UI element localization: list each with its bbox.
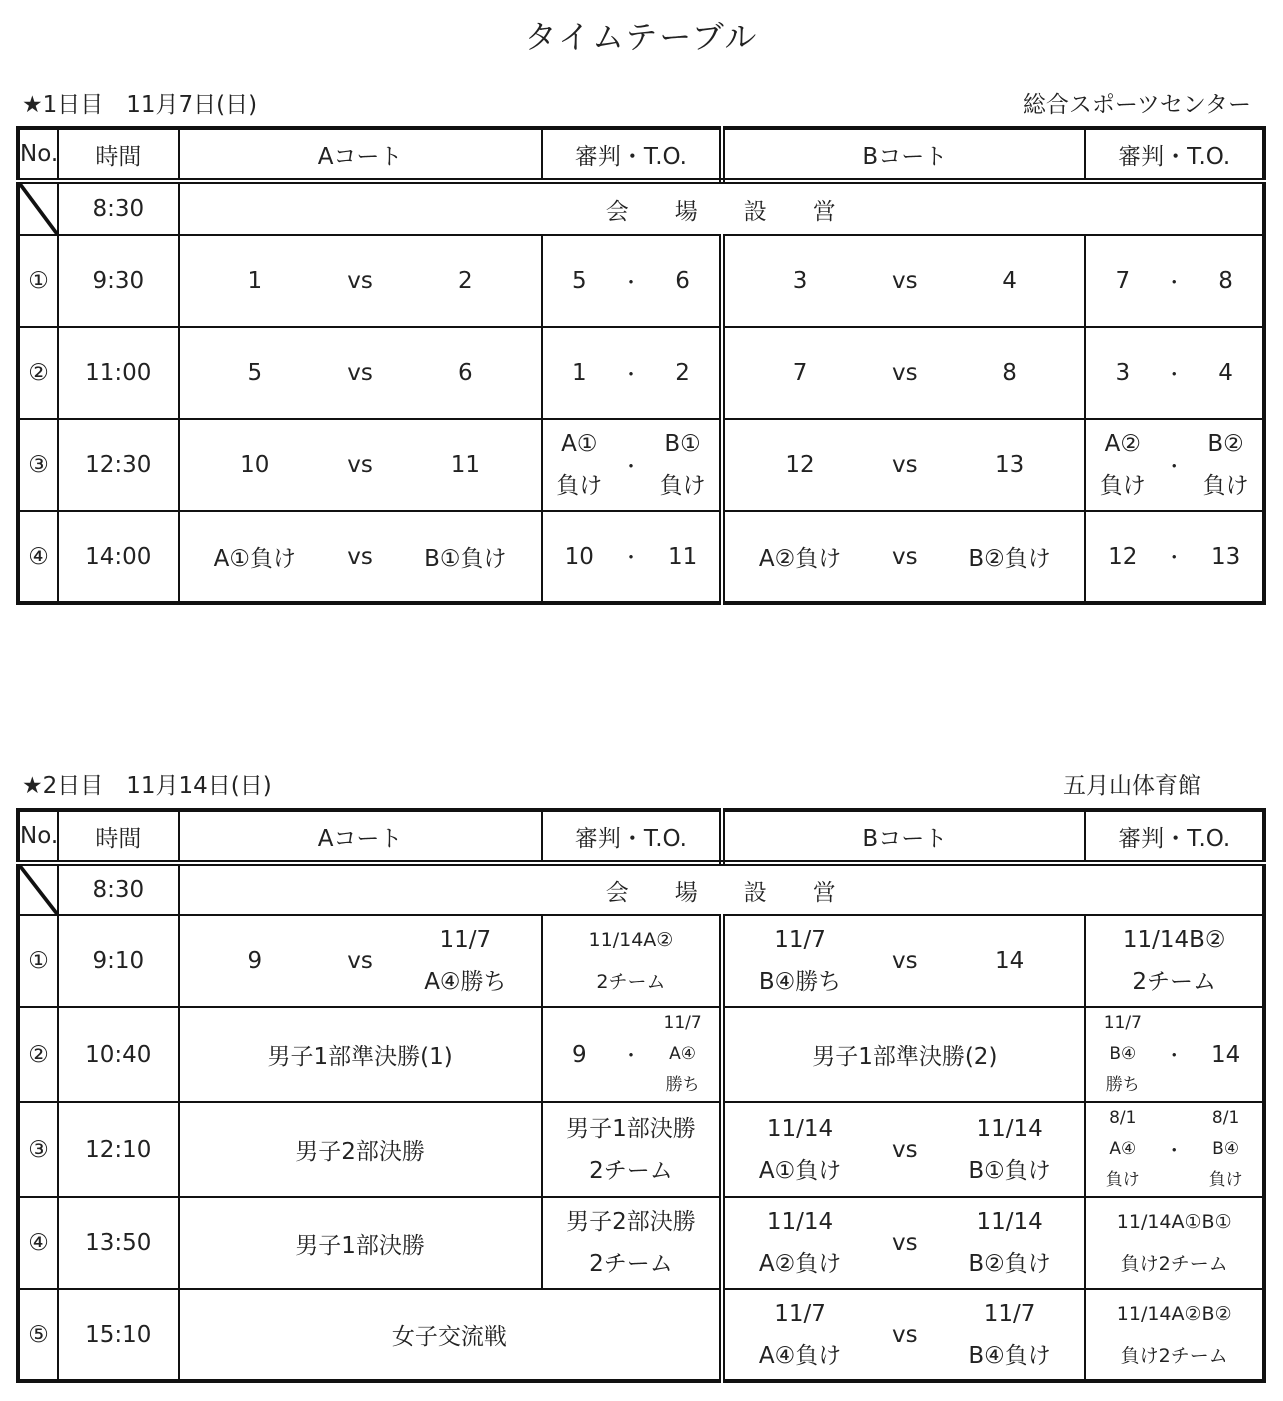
ref-a: [542, 1102, 723, 1197]
ref-2-line2: A④: [669, 1044, 697, 1064]
team-1: 3: [792, 268, 808, 294]
diagonal-cell: [18, 181, 58, 235]
ref-2-line3: 負け: [1208, 1170, 1243, 1190]
page-title: タイムテーブル: [524, 18, 759, 56]
vs-label: vs: [347, 268, 373, 294]
ref-line2: 負け2チーム: [1120, 1344, 1228, 1367]
team-2-line1: 11/14: [976, 1209, 1043, 1235]
ref-1: 12: [1108, 543, 1138, 570]
team-2-line2: A④勝ち: [424, 969, 507, 995]
header-ref-a: 審判・T.O.: [542, 810, 723, 863]
team-2: 14: [994, 948, 1025, 974]
vs-label: vs: [892, 452, 918, 478]
ref-1: 3: [1115, 360, 1131, 386]
header-row: [18, 128, 1264, 181]
setup-label: 会 場 設 営: [179, 863, 1265, 915]
ref-1: 10: [564, 543, 594, 570]
header-a-court: Aコート: [179, 128, 542, 181]
team-1-line2: A①負け: [758, 1157, 842, 1184]
ref-1-line1: A①: [561, 431, 598, 457]
header-time: 時間: [58, 128, 178, 181]
ref-2-line2: 負け: [659, 473, 706, 499]
vs-label: vs: [347, 948, 373, 974]
team-1: A①負け: [213, 546, 296, 572]
header-b-court: Bコート: [722, 810, 1085, 863]
ref-2-line2: 負け: [1202, 473, 1249, 499]
separator: ・: [1164, 1140, 1184, 1162]
team-2-line1: 11/7: [983, 1300, 1036, 1327]
header-ref-a: 審判・T.O.: [542, 128, 723, 181]
ref-1-line2: 負け: [1099, 473, 1146, 499]
team-1: 7: [792, 360, 808, 386]
ref-a: [542, 1197, 723, 1289]
table-row: [18, 1102, 1264, 1197]
separator: ・: [621, 547, 641, 569]
separator: ・: [1164, 455, 1184, 478]
team-2-line2: B①負け: [968, 1157, 1051, 1184]
header-no: No.: [18, 128, 58, 181]
ref-1-line1: A②: [1104, 431, 1141, 457]
ref-1-line1: 8/1: [1109, 1108, 1137, 1128]
b-court-match: [722, 419, 1085, 511]
ref-a: [542, 235, 723, 327]
ref-line1: 男子2部決勝: [566, 1209, 696, 1235]
header-a-court: Aコート: [179, 810, 542, 863]
ref-1-line3: 勝ち: [1105, 1075, 1140, 1095]
separator: ・: [1164, 547, 1184, 569]
ref-b: [1085, 1289, 1264, 1381]
team-1-line1: 11/7: [774, 927, 826, 953]
team-1-line1: 11/14: [766, 1115, 834, 1142]
separator: ・: [621, 363, 641, 386]
diagonal-cell: [18, 863, 58, 915]
b-court-match: [722, 1102, 1085, 1197]
team-2: 4: [1002, 268, 1017, 294]
setup-row: [18, 181, 1264, 235]
team-2-line2: B④負け: [968, 1342, 1051, 1369]
ref-2: 11: [667, 543, 698, 570]
row-time: 12:10: [58, 1102, 178, 1197]
setup-time: 8:30: [58, 181, 178, 235]
a-court-match: [179, 419, 542, 511]
vs-label: vs: [347, 452, 373, 478]
team-1-line1: 11/14: [766, 1209, 834, 1235]
ref-2-line2: B④: [1212, 1139, 1240, 1159]
team-2: 2: [458, 268, 473, 294]
ref-a: [542, 1007, 723, 1102]
vs-label: vs: [892, 1321, 918, 1348]
a-court-match: [179, 327, 542, 419]
team-1: 5: [247, 360, 263, 386]
row-number: ①: [18, 915, 58, 1007]
b-court-match: [722, 327, 1085, 419]
ref-1: 5: [571, 268, 587, 294]
vs-label: vs: [892, 268, 918, 294]
setup-label: 会 場 設 営: [179, 181, 1265, 235]
vs-label: vs: [892, 543, 918, 570]
table-row: [18, 915, 1264, 1007]
table-row: [18, 511, 1264, 603]
vs-label: vs: [892, 948, 918, 974]
header-no: No.: [18, 810, 58, 863]
ref-line1: 11/14A②: [588, 929, 674, 951]
ref-line1: 11/14A②B②: [1116, 1302, 1232, 1325]
separator: ・: [621, 455, 641, 478]
ref-b: [1085, 1007, 1264, 1102]
vs-label: vs: [892, 1136, 918, 1163]
vs-label: vs: [347, 543, 373, 570]
ref-line2: 2チーム: [589, 1157, 673, 1184]
header-b-court: Bコート: [722, 128, 1085, 181]
setup-row: [18, 863, 1264, 915]
row-number: ②: [18, 1007, 58, 1102]
ref-1-line2: A④: [1109, 1139, 1137, 1159]
a-court-match: 男子1部準決勝(1): [179, 1007, 542, 1102]
team-2-line2: B②負け: [968, 1251, 1051, 1277]
team-2: B②負け: [968, 546, 1051, 572]
ref-2: 14: [1210, 1041, 1241, 1068]
ref-2: 6: [675, 268, 690, 294]
ref-2-line1: B②: [1207, 431, 1244, 457]
separator: ・: [1164, 1045, 1184, 1067]
ref-1: 1: [571, 360, 587, 386]
row-number: ③: [18, 419, 58, 511]
a-court-match: [179, 235, 542, 327]
ref-b: [1085, 235, 1264, 327]
day1-venue: 総合スポーツセンター: [1022, 92, 1251, 118]
ref-line1: 男子1部決勝: [566, 1115, 696, 1142]
a-court-match: 男子1部決勝: [179, 1197, 542, 1289]
team-1: A②負け: [758, 546, 842, 572]
team-2-line1: 11/14: [976, 1115, 1043, 1142]
ref-b: [1085, 327, 1264, 419]
ref-b: [1085, 511, 1264, 603]
header-ref-b: 審判・T.O.: [1085, 810, 1264, 863]
ref-2-line1: 8/1: [1211, 1108, 1240, 1128]
header-row: [18, 810, 1264, 863]
ref-a: [542, 511, 723, 603]
row-number: ③: [18, 1102, 58, 1197]
b-court-match: [722, 511, 1085, 603]
a-court-match: [179, 511, 542, 603]
team-2: 11: [450, 452, 480, 478]
team-1-line2: B④勝ち: [758, 969, 842, 995]
ref-b: [1085, 915, 1264, 1007]
b-court-match: [722, 235, 1085, 327]
table-row: [18, 327, 1264, 419]
b-court-match: [722, 915, 1085, 1007]
team-1-line2: A④負け: [758, 1342, 842, 1369]
row-time: 15:10: [58, 1289, 178, 1381]
setup-time: 8:30: [58, 863, 178, 915]
a-court-match: 男子2部決勝: [179, 1102, 542, 1197]
ref-a: [542, 419, 723, 511]
header-ref-b: 審判・T.O.: [1085, 128, 1264, 181]
team-2: 6: [458, 360, 473, 386]
separator: ・: [1164, 271, 1184, 294]
ref-2-line1: B①: [664, 431, 701, 457]
ref-2-line1: 11/7: [663, 1013, 702, 1033]
team-1: 12: [785, 452, 815, 478]
separator: ・: [621, 271, 641, 294]
ref-line2: 2チーム: [1132, 969, 1217, 995]
table-row: [18, 1289, 1264, 1381]
team-1-line1: 11/7: [774, 1300, 826, 1327]
vs-label: vs: [892, 1230, 918, 1256]
row-time: 9:10: [58, 915, 178, 1007]
ref-line1: 11/14A①B①: [1116, 1211, 1232, 1233]
ref-1-line3: 負け: [1105, 1170, 1140, 1190]
ref-2: 2: [675, 360, 690, 386]
day1-timetable: [16, 126, 1266, 605]
separator: ・: [621, 1045, 641, 1067]
day2-heading: ★2日目 11月14日(日): [22, 773, 272, 799]
ref-2: 8: [1218, 268, 1233, 294]
ref-b: [1085, 1197, 1264, 1289]
team-1: 1: [247, 268, 263, 294]
row-number: ②: [18, 327, 58, 419]
a-court-match: [179, 915, 542, 1007]
vs-label: vs: [892, 360, 918, 386]
team-2-line1: 11/7: [439, 927, 492, 953]
ref-1-line2: B④: [1109, 1044, 1137, 1064]
ref-1: 7: [1115, 268, 1131, 294]
table-row: [18, 1007, 1264, 1102]
day1-heading: ★1日目 11月7日(日): [22, 92, 258, 118]
ref-line1: 11/14B②: [1122, 927, 1226, 953]
table-row: [18, 235, 1264, 327]
row-time: 10:40: [58, 1007, 178, 1102]
ref-2: 4: [1218, 360, 1233, 386]
separator: ・: [1164, 363, 1184, 386]
a-court-match: 女子交流戦: [179, 1289, 723, 1381]
row-time: 11:00: [58, 327, 178, 419]
ref-a: [542, 915, 723, 1007]
ref-1: 9: [571, 1041, 587, 1068]
row-time: 12:30: [58, 419, 178, 511]
team-1: 10: [240, 452, 270, 478]
row-number: ①: [18, 235, 58, 327]
ref-2-line3: 勝ち: [665, 1075, 700, 1095]
b-court-match: 男子1部準決勝(2): [722, 1007, 1085, 1102]
row-time: 13:50: [58, 1197, 178, 1289]
b-court-match: [722, 1289, 1085, 1381]
team-2: B①負け: [424, 546, 507, 572]
ref-b: [1085, 1102, 1264, 1197]
team-1-line2: A②負け: [758, 1251, 842, 1277]
table-row: [18, 419, 1264, 511]
team-2: 8: [1002, 360, 1017, 386]
row-number: ④: [18, 511, 58, 603]
row-number: ⑤: [18, 1289, 58, 1381]
team-2: 13: [994, 452, 1025, 478]
team-1: 9: [247, 948, 263, 974]
row-time: 9:30: [58, 235, 178, 327]
ref-2: 13: [1210, 543, 1241, 570]
vs-label: vs: [347, 360, 373, 386]
row-time: 14:00: [58, 511, 178, 603]
ref-a: [542, 327, 723, 419]
ref-b: [1085, 419, 1264, 511]
ref-line2: 2チーム: [589, 1251, 673, 1277]
row-number: ④: [18, 1197, 58, 1289]
ref-line2: 2チーム: [596, 971, 666, 993]
ref-1-line1: 11/7: [1103, 1013, 1142, 1033]
ref-line2: 負け2チーム: [1120, 1253, 1228, 1275]
day2-venue: 五月山体育館: [1063, 773, 1201, 799]
ref-1-line2: 負け: [556, 473, 603, 499]
table-row: [18, 1197, 1264, 1289]
day2-timetable: [16, 808, 1266, 1383]
b-court-match: [722, 1197, 1085, 1289]
header-time: 時間: [58, 810, 178, 863]
